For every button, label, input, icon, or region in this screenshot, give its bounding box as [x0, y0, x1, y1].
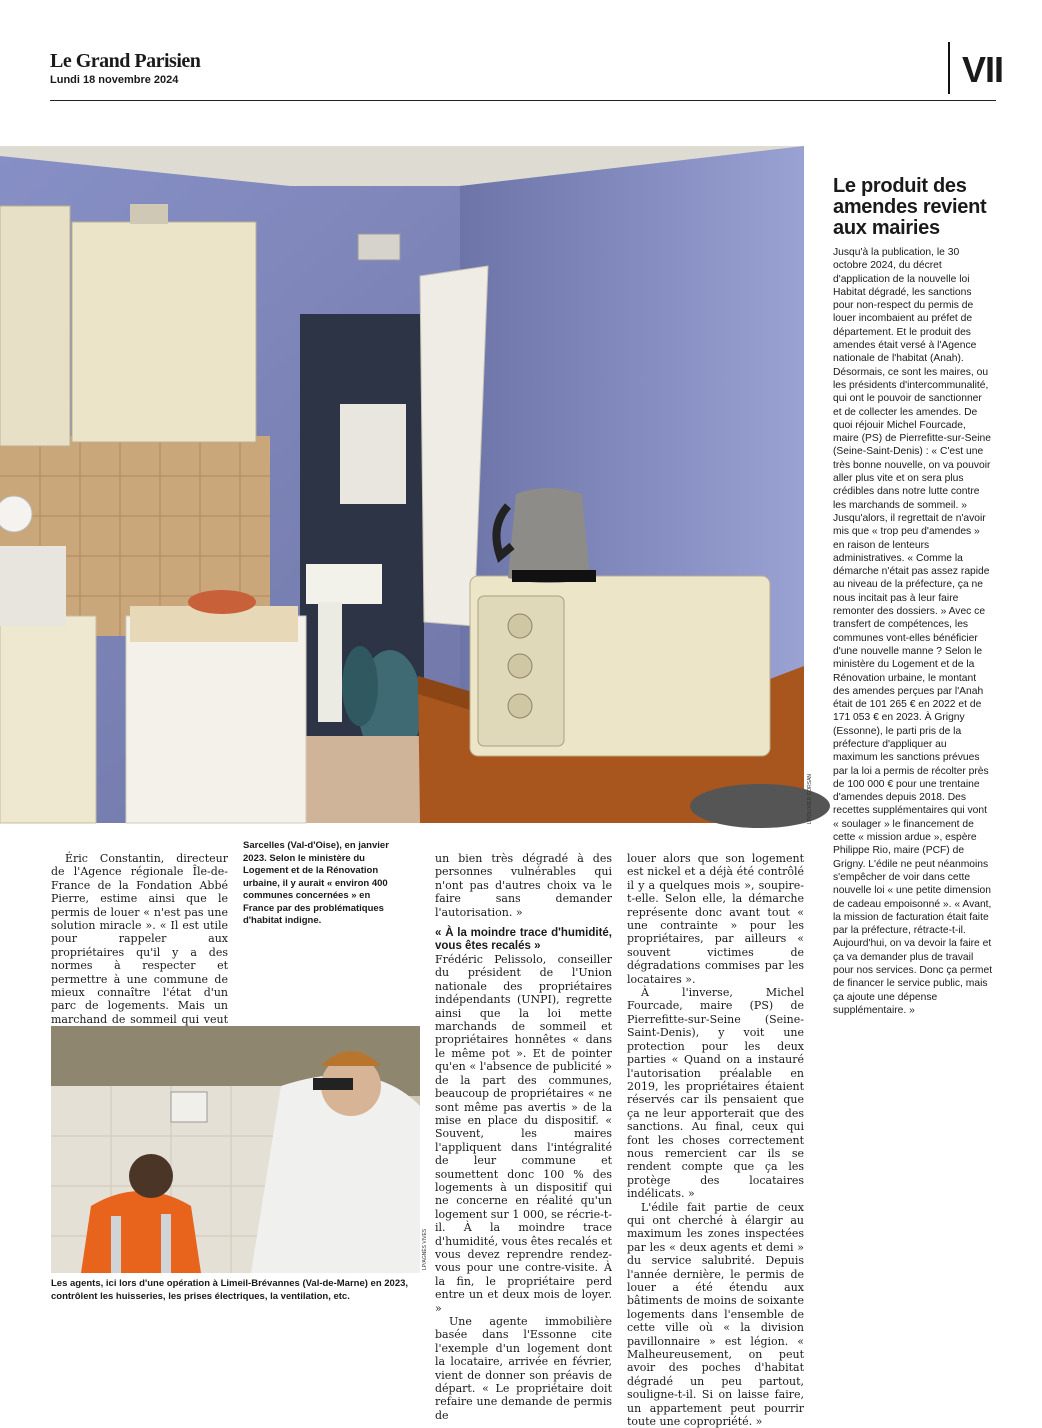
article-paragraph: Une agente immobilière basée dans l'Essonne cite l'exemple d'un logement dont la locataire, arrivée en février, vient de donner son préavis de départ. « Le propriétaire doit refaire une demande de permis de [435, 1315, 612, 1422]
article-paragraph: L'édile fait partie de ceux qui ont cherché à élargir au maximum les zones inspectées par les « deux agents et demi » du service salubrité. Depuis l'année dernière, le permis de louer a été étendu aux bâtiments de moins de soixante logements dans l'ensemble de cette ville où « la division pavillonnaire » est légion. « Malheureusement, on peut avoir des poches d'habitat dégradé un peu partout, souligne-t-il. Si on laisse faire, un appartement peut pourrir toute une copropriété. » [627, 1200, 804, 1428]
page-number: VII [962, 49, 1004, 90]
article-paragraph: Éric Constantin, directeur de l'Agence régionale Île-de-France de la Fondation Abbé Pierre, estime ainsi que le permis de louer « n'est pas une solution miracle ». « Il est utile pour rappeler aux propriétaires qu'il y a des normes à respecter et permettre à une commune de mieux connaître l'état d'un parc de logements. Mais un marchand de sommeil qui veut [51, 852, 228, 1026]
masthead [50, 50, 200, 86]
article-subhead: « À la moindre trace d'humidité, vous êtes recalés » [435, 927, 612, 953]
article-paragraph: Frédéric Pelissolo, conseiller du président de l'Union nationale des propriétaires indépendants (UNPI), regrette ainsi que la loi mette marchands de sommeil et propriétaires honnêtes « dans le même pot ». Et de pointer qu'en « l'absence de publicité » de la part des communes, beaucoup de propriétaires « ne sont même pas avertis » de la mise en place du dispositif. « Souvent, les maires l'appliquent dans l'intégralité de leur commune et soumettent donc 100 % des logements à un dispositif qui ne concerne en réalité qu'un logement sur 1 000, se récrie-t-il. À la moindre trace d'humidité, vous êtes recalés et vous devez reprendre rendez-vous pour une contre-visite. À la fin, le propriétaire perd entre un et deux mois de loyer. » [435, 953, 612, 1315]
article-column-4 [627, 852, 804, 1428]
sidebar-box [833, 176, 993, 1017]
header-rule [50, 100, 996, 101]
issue-date: Lundi 18 novembre 2024 [50, 74, 179, 86]
article-column-3 [435, 852, 612, 1422]
article-paragraph: louer alors que son logement est nickel et a déjà été contrôlé il y a quelques mois », soupire-t-elle. Selon elle, la démarche représente donc avant tout « une contrainte » pour les propriétaires, par ailleurs « souvent victimes de dégradations commises par les locataires ». [627, 852, 804, 986]
article-paragraph: À l'inverse, Michel Fourcade, maire (PS) de Pierrefitte-sur-Seine (Seine-Saint-Denis), y voit une protection pour les deux parties « Quand on a instauré l'autorisation préalable en 2019, les propriétaires étaient réservés car ils pensaient que ça ne leur apporterait que des sanctions. Au final, ceux qui font les choses correctement nous remercient car ils se rendent compte que ça les protège des locataires indélicats. » [627, 986, 804, 1201]
sidebar-body: Jusqu'à la publication, le 30 octobre 2024, du décret d'application de la nouvelle loi Habitat dégradé, les sanctions pour non-respect du permis de louer incombaient au préfet de département. Et le produit des amendes était versé à l'Agence nationale de l'habitat (Anah). Désormais, ce sont les maires, ou les présidents d'intercommunalité, qui ont le pouvoir de sanctionner et de collecter les amendes. De quoi réjouir Michel Fourcade, maire (PS) de Pierrefitte-sur-Seine (Seine-Saint-Denis) : « C'est une très bonne nouvelle, on va pouvoir aller plus vite et on sera plus crédibles dans notre lutte contre les marchands de sommeil. » Jusqu'alors, il regrettait de n'avoir mis que « trop peu d'amendes » en raison de lenteurs administratives. « Comme la démarche n'était pas assez rapide au niveau de la préfecture, ça ne nous incitait pas à leur faire remonter des dossiers. » Avec ce transfert de compétences, les communes vont-elles bénéficier d'une nouvelle manne ? Selon le ministère du Logement et de la Rénovation urbaine, le montant des amendes perçues par l'Anah était de 101 265 € en 2022 et de 171 053 € en 2023. À Grigny (Essonne), le parti pris de la préfecture d'appliquer au maximum les sanctions prévues par la loi a permis de récolter près de 100 000 € pour une trentaine d'amendes depuis 2018. Des recettes supplémentaires qui vont « soulager » le financement de cette « mission ardue », espère Philippe Rio, maire (PCF) de Grigny. L'édile ne peut néanmoins s'empêcher de voir dans cette nouvelle loi « une petite dimension de cadeau empoisonné ». « Avant, la mission de facturation était faite par la préfecture, rétracte-t-il. Aujourd'hui, on va devoir la faire et ça va demander plus de travail pour nos services. Donc ça permet de financer le service public, mais ça ajoute une dépense supplémentaire. » [833, 247, 993, 1016]
inspection-photo [51, 1026, 420, 1273]
sidebar-title: Le produit des amendes revient aux mairies [833, 175, 987, 239]
kitchen-photo [0, 146, 804, 823]
second-photo-credit: LP/AGNÈS VIVES [422, 1228, 428, 1270]
photo-caption-bottom: Les agents, ici lors d'une opération à Limeil-Brévannes (Val-de-Marne) en 2023, contrôlent les huisseries, les prises électriques, la ventilation, etc. [51, 1278, 409, 1302]
header-divider [948, 42, 950, 94]
photo-caption-top: Sarcelles (Val-d'Oise), en janvier 2023. Selon le ministère du Logement et de la Rénovation urbaine, il y aurait « environ 400 communes concernées » en France par des problématiques d'habitat indigne. [243, 840, 389, 926]
brand-logo: Le Grand Parisien [50, 50, 201, 72]
article-column-1 [51, 852, 228, 1040]
main-photo-credit: LP/OLIVIER CORSAN [807, 773, 813, 824]
article-paragraph: un bien très dégradé à des personnes vulnérables qui n'ont pas d'autres choix va le faire sans demander l'autorisation. » [435, 852, 612, 919]
